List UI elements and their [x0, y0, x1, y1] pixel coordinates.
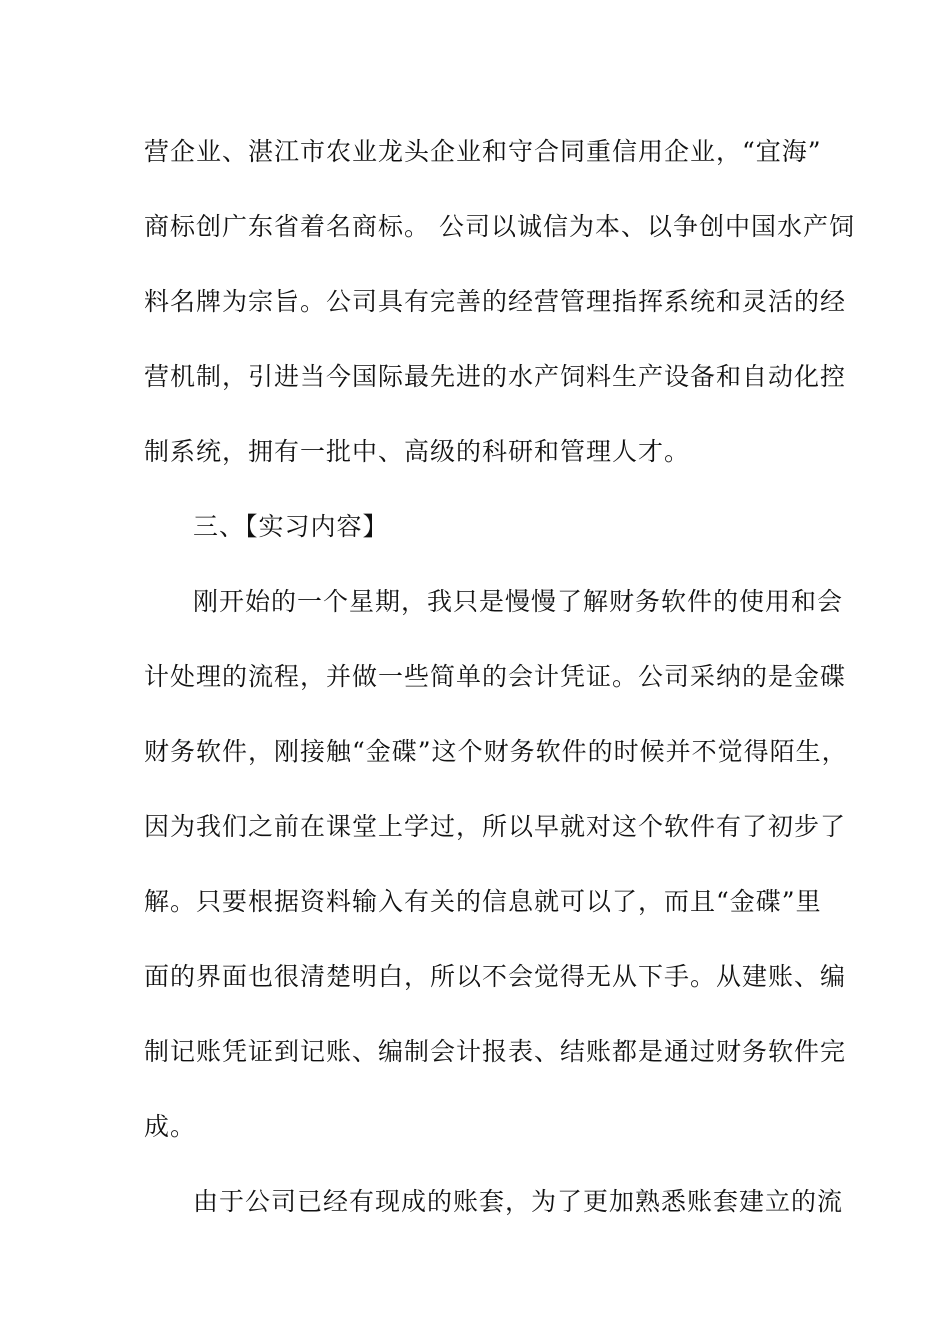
paragraph-line: 料名牌为宗旨。公司具有完善的经营管理指挥系统和灵活的经: [144, 287, 847, 316]
section-heading: 三、【实习内容】: [193, 512, 389, 541]
paragraph-line: 面的界面也很清楚明白，所以不会觉得无从下手。从建账、编: [144, 962, 847, 991]
paragraph-line: 解。只要根据资料输入有关的信息就可以了，而且“金碟”里: [144, 887, 822, 916]
paragraph-line: 营机制，引进当今国际最先进的水产饲料生产设备和自动化控: [144, 362, 847, 391]
paragraph-line: 刚开始的一个星期，我只是慢慢了解财务软件的使用和会: [193, 587, 844, 616]
paragraph-line: 营企业、湛江市农业龙头企业和守合同重信用企业，“宜海”: [144, 137, 822, 166]
paragraph-line: 因为我们之前在课堂上学过，所以早就对这个软件有了初步了: [144, 812, 847, 841]
paragraph-line: 财务软件，刚接触“金碟”这个财务软件的时候并不觉得陌生，: [144, 737, 848, 766]
paragraph-line: 成。: [144, 1112, 197, 1141]
paragraph-line: 商标创广东省着名商标。 公司以诚信为本、以争创中国水产饲: [144, 212, 855, 241]
paragraph-line: 计处理的流程，并做一些简单的会计凭证。公司采纳的是金碟: [144, 662, 847, 691]
paragraph-line: 制系统，拥有一批中、高级的科研和管理人才。: [144, 437, 691, 466]
paragraph-line: 制记账凭证到记账、编制会计报表、结账都是通过财务软件完: [144, 1037, 847, 1066]
paragraph-line: 由于公司已经有现成的账套，为了更加熟悉账套建立的流: [193, 1187, 844, 1216]
